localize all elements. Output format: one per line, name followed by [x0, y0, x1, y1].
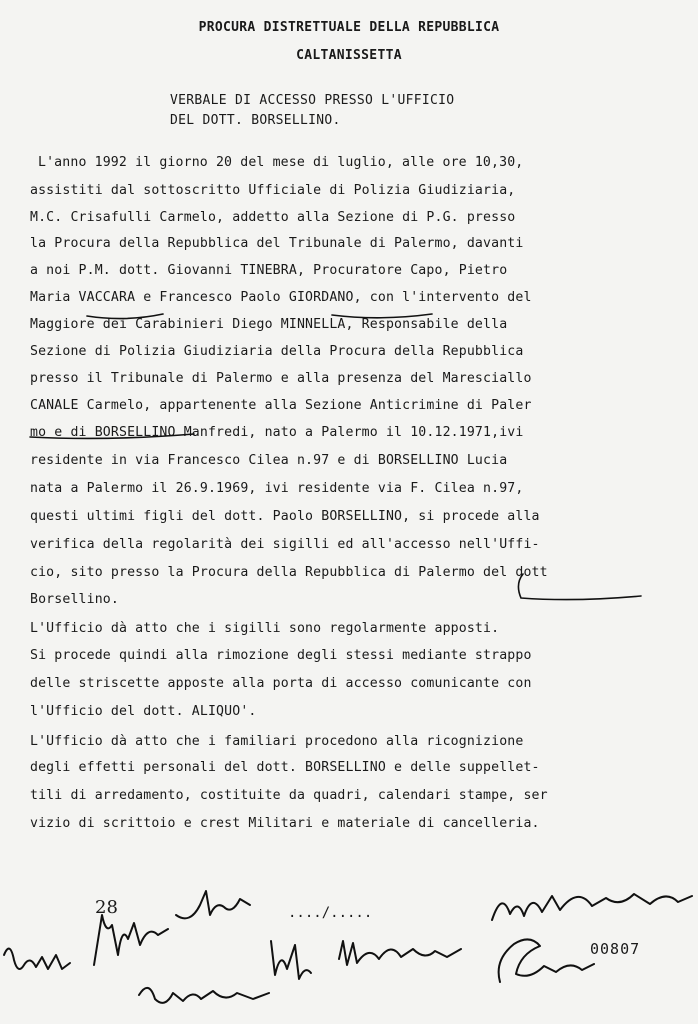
signature-2: [88, 905, 178, 975]
body-line: mo e di BORSELLINO Manfredi, nato a Palermo il 10.12.1971,ivi: [30, 425, 524, 440]
signature-7: [488, 880, 698, 930]
header-city: CALTANISSETTA: [296, 48, 402, 63]
body-line: assistiti dal sottoscritto Ufficiale di Polizia Giudiziaria,: [30, 183, 516, 198]
body-line: vizio di scrittoio e crest Militari e materiale di cancelleria.: [30, 816, 540, 831]
subject-line-2: DEL DOTT. BORSELLINO.: [170, 113, 341, 128]
body-line: la Procura della Repubblica del Tribunale di Palermo, davanti: [30, 236, 524, 251]
handwritten-number: 28: [95, 897, 118, 918]
body-line: Sezione di Polizia Giudiziaria della Procura della Repubblica: [30, 344, 524, 359]
body-line: L'anno 1992 il giorno 20 del mese di luglio, alle ore 10,30,: [38, 155, 524, 170]
body-line: nata a Palermo il 26.9.1969, ivi residente via F. Cilea n.97,: [30, 481, 524, 496]
signature-6: [335, 935, 465, 975]
dotted-blank: ..../.....: [288, 905, 373, 921]
body-line: questi ultimi figli del dott. Paolo BORSELLINO, si procede alla: [30, 509, 540, 524]
body-line: L'Ufficio dà atto che i sigilli sono regolarmente apposti.: [30, 621, 500, 636]
body-line: Maggiore dei Carabinieri Diego MINNELLA, Responsabile della: [30, 317, 508, 332]
body-line: Borsellino.: [30, 592, 119, 607]
body-line: L'Ufficio dà atto che i familiari procedono alla ricognizione: [30, 734, 524, 749]
body-line: a noi P.M. dott. Giovanni TINEBRA, Procuratore Capo, Pietro: [30, 263, 508, 278]
signature-1: [0, 935, 80, 985]
body-line: Maria VACCARA e Francesco Paolo GIORDANO, con l'intervento del: [30, 290, 532, 305]
document-number: 00807: [590, 940, 641, 958]
body-line: delle striscette apposte alla porta di accesso comunicante con: [30, 676, 532, 691]
signature-8: [490, 930, 600, 990]
body-line: presso il Tribunale di Palermo e alla presenza del Maresciallo: [30, 371, 532, 386]
signature-4: [135, 975, 275, 1015]
body-line: Si procede quindi alla rimozione degli stessi mediante strappo: [30, 648, 532, 663]
body-line: verifica della regolarità dei sigilli ed all'accesso nell'Uffi-: [30, 537, 540, 552]
subject-line-1: VERBALE DI ACCESSO PRESSO L'UFFICIO: [170, 93, 455, 108]
header-office: PROCURA DISTRETTUALE DELLA REPUBBLICA: [198, 20, 500, 35]
body-line: tili di arredamento, costituite da quadri, calendari stampe, ser: [30, 788, 548, 803]
signature-5: [265, 935, 315, 985]
body-line: l'Ufficio del dott. ALIQUO'.: [30, 704, 257, 719]
body-line: cio, sito presso la Procura della Repubblica di Palermo del dott: [30, 565, 548, 580]
body-line: CANALE Carmelo, appartenente alla Sezione Anticrimine di Paler: [30, 398, 532, 413]
body-line: degli effetti personali del dott. BORSELLINO e delle suppellet-: [30, 760, 540, 775]
body-line: M.C. Crisafulli Carmelo, addetto alla Sezione di P.G. presso: [30, 210, 516, 225]
body-line: residente in via Francesco Cilea n.97 e di BORSELLINO Lucia: [30, 453, 508, 468]
signature-3: [170, 885, 260, 935]
